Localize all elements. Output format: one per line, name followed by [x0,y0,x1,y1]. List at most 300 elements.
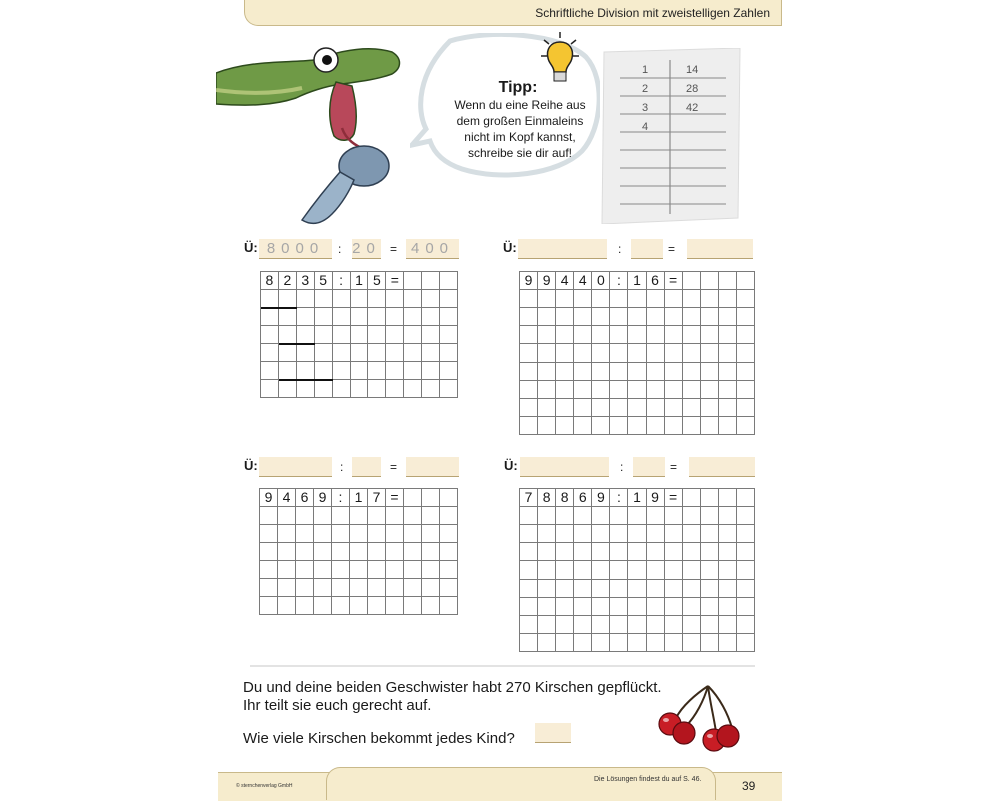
grid-cell[interactable] [628,598,646,616]
grid-cell-task[interactable]: = [386,489,404,507]
grid-cell[interactable] [647,399,665,417]
grid-cell-task[interactable]: 0 [592,272,610,290]
grid-cell[interactable] [556,326,574,344]
grid-cell[interactable] [719,308,737,326]
grid-cell[interactable] [665,344,683,362]
grid-cell[interactable] [737,399,755,417]
grid-cell[interactable] [351,326,369,344]
grid-cell[interactable] [260,543,278,561]
grid-cell[interactable] [647,598,665,616]
grid-cell[interactable] [556,344,574,362]
grid-cell[interactable] [574,525,592,543]
grid-cell[interactable] [404,380,422,398]
grid-cell[interactable] [386,543,404,561]
grid-cell[interactable] [574,561,592,579]
grid-cell[interactable] [422,308,440,326]
grid-cell[interactable] [683,344,701,362]
grid-cell[interactable] [440,308,458,326]
grid-cell[interactable] [592,543,610,561]
grid-cell[interactable] [404,326,422,344]
grid-cell[interactable] [404,507,422,525]
grid-cell[interactable] [296,525,314,543]
grid-cell-task[interactable]: : [610,272,628,290]
grid-cell[interactable] [592,561,610,579]
grid-cell[interactable] [404,362,422,380]
grid-cell[interactable] [279,308,297,326]
grid-cell[interactable] [538,417,556,435]
overschlag-divisor-input[interactable] [633,457,665,477]
grid-cell[interactable] [350,597,368,615]
grid-cell[interactable] [610,598,628,616]
grid-cell[interactable] [520,634,538,652]
grid-cell[interactable] [368,597,386,615]
grid-cell[interactable] [314,579,332,597]
grid-cell[interactable] [556,363,574,381]
grid-cell-task[interactable]: 4 [278,489,296,507]
grid-cell[interactable] [520,308,538,326]
grid-cell[interactable] [628,381,646,399]
grid-cell[interactable] [404,579,422,597]
grid-cell-task[interactable]: 6 [647,272,665,290]
grid-cell-task[interactable]: 1 [351,272,369,290]
grid-cell[interactable] [297,326,315,344]
grid-cell[interactable] [333,290,351,308]
grid-cell[interactable] [628,308,646,326]
grid-cell-task[interactable]: 6 [296,489,314,507]
grid-cell[interactable] [314,525,332,543]
grid-cell[interactable] [556,308,574,326]
grid-cell-task[interactable]: 9 [520,272,538,290]
grid-cell[interactable] [610,363,628,381]
grid-cell[interactable] [628,634,646,652]
grid-cell-task[interactable]: 9 [260,489,278,507]
grid-cell[interactable] [386,362,404,380]
grid-cell[interactable] [538,616,556,634]
grid-cell[interactable] [386,308,404,326]
grid-cell[interactable] [440,362,458,380]
grid-cell-task[interactable]: 6 [574,489,592,507]
grid-cell-task[interactable]: 9 [647,489,665,507]
grid-cell[interactable] [683,417,701,435]
grid-cell[interactable] [647,344,665,362]
grid-cell[interactable] [574,290,592,308]
grid-cell[interactable] [278,579,296,597]
grid-cell[interactable] [279,362,297,380]
grid-cell[interactable] [422,290,440,308]
grid-cell[interactable] [683,598,701,616]
grid-cell[interactable] [737,598,755,616]
grid-cell[interactable] [332,525,350,543]
grid-cell[interactable] [719,399,737,417]
grid-cell[interactable] [719,326,737,344]
grid-cell[interactable] [701,399,719,417]
grid-cell-task[interactable]: 1 [628,272,646,290]
grid-cell[interactable] [556,598,574,616]
grid-cell[interactable] [315,290,333,308]
grid-cell[interactable] [574,344,592,362]
grid-cell[interactable] [574,543,592,561]
answer-input[interactable] [535,723,571,743]
grid-cell[interactable] [350,543,368,561]
grid-cell[interactable] [520,344,538,362]
grid-cell[interactable] [683,543,701,561]
grid-cell[interactable] [422,507,440,525]
grid-cell[interactable] [737,616,755,634]
grid-cell[interactable] [538,381,556,399]
grid-cell-task[interactable]: = [665,489,683,507]
grid-cell[interactable] [628,616,646,634]
grid-cell[interactable] [719,363,737,381]
grid-cell[interactable] [520,417,538,435]
grid-cell-task[interactable]: = [386,272,404,290]
grid-cell[interactable] [628,344,646,362]
grid-cell[interactable] [665,507,683,525]
grid-cell[interactable] [683,381,701,399]
grid-cell[interactable] [592,308,610,326]
grid-cell[interactable] [261,290,279,308]
grid-cell-task[interactable] [404,489,422,507]
grid-cell[interactable] [520,326,538,344]
grid-cell-task[interactable] [422,489,440,507]
grid-cell[interactable] [296,507,314,525]
grid-cell[interactable] [422,326,440,344]
grid-cell-task[interactable]: 5 [315,272,333,290]
grid-cell[interactable] [279,380,297,398]
grid-cell[interactable] [315,326,333,344]
grid-cell[interactable] [610,290,628,308]
grid-cell-task[interactable] [737,489,755,507]
grid-cell[interactable] [592,616,610,634]
grid-cell[interactable] [538,525,556,543]
grid-cell[interactable] [574,326,592,344]
grid-cell[interactable] [440,543,458,561]
grid-cell[interactable] [574,598,592,616]
grid-cell[interactable] [520,580,538,598]
grid-cell[interactable] [440,380,458,398]
grid-cell[interactable] [610,525,628,543]
grid-cell[interactable] [556,543,574,561]
grid-cell[interactable] [278,561,296,579]
overschlag-result[interactable]: 400 [406,239,459,259]
grid-cell[interactable] [261,344,279,362]
grid-cell[interactable] [296,543,314,561]
grid-cell[interactable] [260,597,278,615]
grid-cell-task[interactable]: 7 [368,489,386,507]
grid-cell[interactable] [647,543,665,561]
grid-cell[interactable] [719,598,737,616]
grid-cell[interactable] [610,308,628,326]
grid-cell[interactable] [351,380,369,398]
grid-cell-task[interactable] [719,272,737,290]
grid-cell[interactable] [368,525,386,543]
grid-cell-task[interactable]: 9 [538,272,556,290]
grid-cell-task[interactable]: 2 [279,272,297,290]
grid-cell[interactable] [701,525,719,543]
grid-cell[interactable] [440,344,458,362]
grid-cell[interactable] [647,525,665,543]
grid-cell[interactable] [628,543,646,561]
grid-cell[interactable] [315,344,333,362]
grid-cell-task[interactable] [701,272,719,290]
grid-cell[interactable] [520,561,538,579]
grid-cell[interactable] [647,561,665,579]
grid-cell[interactable] [422,344,440,362]
grid-cell[interactable] [297,290,315,308]
grid-cell[interactable] [610,561,628,579]
grid-cell[interactable] [628,326,646,344]
grid-cell[interactable] [556,525,574,543]
grid-cell[interactable] [350,561,368,579]
grid-cell[interactable] [574,507,592,525]
grid-cell[interactable] [719,525,737,543]
grid-cell[interactable] [592,598,610,616]
grid-cell[interactable] [665,290,683,308]
grid-cell[interactable] [574,634,592,652]
grid-cell[interactable] [719,634,737,652]
grid-cell-task[interactable] [737,272,755,290]
grid-cell[interactable] [520,543,538,561]
grid-cell[interactable] [368,507,386,525]
grid-cell[interactable] [610,580,628,598]
grid-cell[interactable] [332,561,350,579]
overschlag-dividend-input[interactable] [518,239,607,259]
grid-cell[interactable] [610,616,628,634]
grid-cell[interactable] [719,616,737,634]
grid-cell-task[interactable]: 9 [592,489,610,507]
grid-cell[interactable] [261,308,279,326]
grid-cell[interactable] [278,543,296,561]
grid-cell[interactable] [610,634,628,652]
grid-cell-task[interactable]: 4 [556,272,574,290]
grid-cell[interactable] [683,399,701,417]
grid-cell[interactable] [701,290,719,308]
grid-cell-task[interactable]: 9 [314,489,332,507]
grid-cell-task[interactable] [683,272,701,290]
grid-cell[interactable] [440,561,458,579]
grid-cell[interactable] [332,543,350,561]
grid-cell[interactable] [538,543,556,561]
grid-cell[interactable] [647,417,665,435]
grid-cell[interactable] [333,362,351,380]
calculation-grid[interactable] [519,488,755,652]
grid-cell[interactable] [647,363,665,381]
grid-cell[interactable] [610,417,628,435]
grid-cell[interactable] [404,561,422,579]
grid-cell[interactable] [610,326,628,344]
grid-cell[interactable] [701,598,719,616]
grid-cell[interactable] [538,399,556,417]
grid-cell[interactable] [719,580,737,598]
grid-cell[interactable] [574,381,592,399]
grid-cell[interactable] [404,290,422,308]
grid-cell[interactable] [260,561,278,579]
grid-cell[interactable] [665,363,683,381]
grid-cell[interactable] [737,525,755,543]
grid-cell[interactable] [538,634,556,652]
grid-cell[interactable] [665,598,683,616]
grid-cell[interactable] [592,399,610,417]
grid-cell[interactable] [719,290,737,308]
grid-cell[interactable] [574,363,592,381]
grid-cell[interactable] [297,380,315,398]
grid-cell[interactable] [592,634,610,652]
grid-cell[interactable] [683,634,701,652]
grid-cell-task[interactable] [683,489,701,507]
grid-cell[interactable] [422,543,440,561]
grid-cell[interactable] [368,380,386,398]
grid-cell[interactable] [628,525,646,543]
grid-cell[interactable] [701,580,719,598]
grid-cell[interactable] [610,507,628,525]
grid-cell[interactable] [333,344,351,362]
grid-cell[interactable] [647,290,665,308]
grid-cell[interactable] [440,579,458,597]
grid-cell[interactable] [261,380,279,398]
grid-cell[interactable] [520,598,538,616]
grid-cell[interactable] [368,362,386,380]
grid-cell[interactable] [647,616,665,634]
grid-cell[interactable] [314,597,332,615]
grid-cell[interactable] [538,326,556,344]
grid-cell[interactable] [701,417,719,435]
grid-cell[interactable] [701,308,719,326]
grid-cell[interactable] [297,362,315,380]
grid-cell[interactable] [628,561,646,579]
grid-cell-task[interactable] [701,489,719,507]
grid-cell[interactable] [368,344,386,362]
grid-cell[interactable] [737,543,755,561]
grid-cell[interactable] [719,507,737,525]
grid-cell[interactable] [556,561,574,579]
calculation-grid[interactable] [259,488,458,615]
grid-cell[interactable] [538,290,556,308]
grid-cell[interactable] [665,417,683,435]
grid-cell[interactable] [574,308,592,326]
grid-cell[interactable] [538,308,556,326]
grid-cell[interactable] [665,326,683,344]
grid-cell-task[interactable]: 1 [350,489,368,507]
calculation-grid[interactable] [519,271,755,435]
grid-cell[interactable] [610,381,628,399]
grid-cell[interactable] [610,543,628,561]
grid-cell[interactable] [701,561,719,579]
grid-cell[interactable] [592,525,610,543]
grid-cell-task[interactable]: 7 [520,489,538,507]
grid-cell[interactable] [368,326,386,344]
grid-cell-task[interactable]: : [332,489,350,507]
grid-cell[interactable] [538,507,556,525]
grid-cell[interactable] [315,362,333,380]
grid-cell[interactable] [647,308,665,326]
grid-cell[interactable] [647,507,665,525]
grid-cell[interactable] [683,308,701,326]
grid-cell[interactable] [701,363,719,381]
grid-cell[interactable] [296,597,314,615]
grid-cell[interactable] [574,417,592,435]
grid-cell[interactable] [368,290,386,308]
grid-cell[interactable] [719,561,737,579]
grid-cell[interactable] [719,344,737,362]
grid-cell[interactable] [737,507,755,525]
grid-cell[interactable] [440,525,458,543]
grid-cell[interactable] [520,616,538,634]
grid-cell[interactable] [368,579,386,597]
grid-cell[interactable] [314,561,332,579]
grid-cell[interactable] [719,381,737,399]
grid-cell-task[interactable]: 8 [538,489,556,507]
grid-cell[interactable] [520,399,538,417]
grid-cell[interactable] [610,344,628,362]
grid-cell[interactable] [404,525,422,543]
grid-cell[interactable] [574,616,592,634]
grid-cell[interactable] [351,362,369,380]
grid-cell[interactable] [279,344,297,362]
grid-cell[interactable] [350,525,368,543]
grid-cell[interactable] [368,561,386,579]
grid-cell[interactable] [683,616,701,634]
grid-cell-task[interactable]: 1 [628,489,646,507]
overschlag-dividend[interactable]: 8000 [259,239,332,259]
grid-cell[interactable] [386,326,404,344]
grid-cell[interactable] [404,597,422,615]
grid-cell[interactable] [665,525,683,543]
grid-cell[interactable] [683,507,701,525]
grid-cell[interactable] [737,326,755,344]
grid-cell[interactable] [386,561,404,579]
grid-cell[interactable] [422,597,440,615]
grid-cell[interactable] [278,525,296,543]
grid-cell[interactable] [332,507,350,525]
grid-cell[interactable] [404,344,422,362]
grid-cell[interactable] [386,344,404,362]
grid-cell[interactable] [665,543,683,561]
grid-cell[interactable] [737,580,755,598]
grid-cell[interactable] [683,290,701,308]
overschlag-dividend-input[interactable] [520,457,609,477]
grid-cell[interactable] [297,344,315,362]
grid-cell[interactable] [737,417,755,435]
grid-cell[interactable] [279,290,297,308]
overschlag-result-input[interactable] [406,457,459,477]
grid-cell[interactable] [701,344,719,362]
grid-cell[interactable] [520,290,538,308]
grid-cell[interactable] [350,579,368,597]
grid-cell[interactable] [574,399,592,417]
grid-cell[interactable] [628,507,646,525]
grid-cell[interactable] [297,308,315,326]
grid-cell[interactable] [386,507,404,525]
grid-cell[interactable] [556,381,574,399]
grid-cell[interactable] [592,363,610,381]
grid-cell[interactable] [333,308,351,326]
grid-cell[interactable] [333,326,351,344]
grid-cell[interactable] [592,290,610,308]
grid-cell[interactable] [665,561,683,579]
grid-cell[interactable] [665,580,683,598]
grid-cell[interactable] [737,308,755,326]
grid-cell[interactable] [261,362,279,380]
grid-cell[interactable] [737,561,755,579]
grid-cell[interactable] [592,507,610,525]
grid-cell[interactable] [628,363,646,381]
grid-cell[interactable] [279,326,297,344]
grid-cell[interactable] [351,344,369,362]
grid-cell[interactable] [737,381,755,399]
grid-cell[interactable] [422,579,440,597]
grid-cell-task[interactable]: 3 [297,272,315,290]
grid-cell[interactable] [440,290,458,308]
grid-cell[interactable] [351,308,369,326]
